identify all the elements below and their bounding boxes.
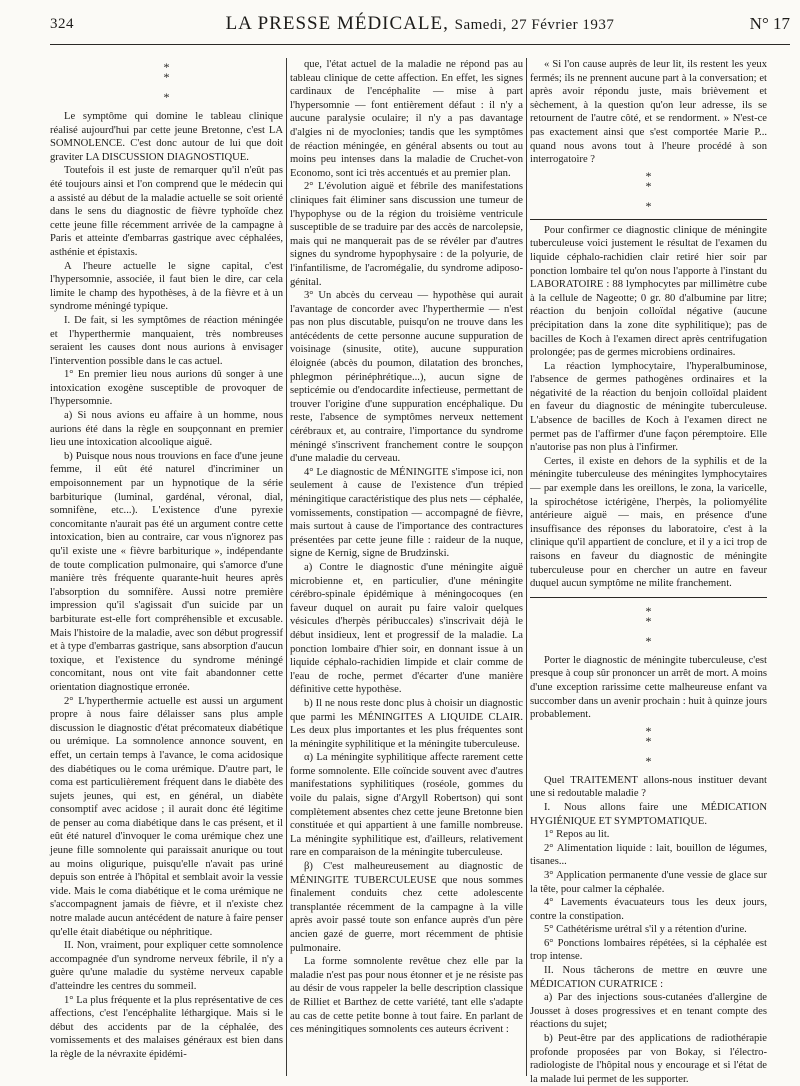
issue-number: N° 17 (749, 14, 790, 33)
column-2-body (290, 58, 523, 1037)
asterism-star: * (645, 198, 652, 213)
article-paragraph: β) C'est malheureusement au diagnostic de MÉNINGITE TUBERCULEUSE que nous sommes finalement conduits chez cette adolescente transplantée récemment de la campagne à la ville après avoir passé toute son enfance auprès d'un père ancien gazé de guerre, mort récemment de phtisie pulmonaire. (290, 861, 523, 954)
asterism-star: * (645, 178, 652, 193)
laboratory-paragraph: La réaction lymphocytaire, l'hyperalbuminose, l'absence de germes pathogènes ordinaires et la négativité de la réaction du benjoin colloïdal plaident en faveur du diagnostic de méningite tuberculeuse. L'absence de bacilles de Koch à l'examen direct ne permet pas de l'affirmer d'une façon péremptoire. Elle n'autorise pas non plus à l'infirmer. (530, 360, 767, 454)
asterism-star: * (163, 70, 170, 84)
article-paragraph: 1° En premier lieu nous aurions dû songer à une intoxication exogène susceptible de provoquer de l'hypersomnie. (50, 369, 283, 408)
column-divider (286, 58, 287, 1076)
article-paragraph: 4° Le diagnostic de MÉNINGITE s'impose ici, non seulement à cause de l'existence d'un trépied méningitique caractéristique des plus nets — céphalée, vomissements, constipation — accompagné de fièvre, mais surtout à cause de l'importance des contractures présentées par cette jeune fille : raideur de la nuque, signe de Kernig, signe de Brudzinski. (290, 466, 523, 560)
treatment-item: I. Nous allons faire une MÉDICATION HYGIÉNIQUE ET SYMPTOMATIQUE. (530, 801, 767, 827)
article-paragraph: b) Puisque nous nous trouvions en face d'une jeune femme, il eût été naturel d'incriminer un empoisonnement par un hypnotique de la série barbiturique (luminal, gardénal, véronal, dial, somnifène, etc...). L'existence d'une pyrexie concomitante n'aurait pas été un argument contre cette intoxication, bien au contraire, car vous n'ignorez pas qu'il existe une « fièvre barbiturique », indépendante de toute complication pulmonaire, qui s'amorce d'une manière très fréquente quarante-huit heures après l'absorption du somnifère. Aussi notre première impression qu'il s'agissait d'un suicide par un barbiturate est-elle fort compréhensible et excusable. Mais l'histoire de la maladie, avec son début progressif et à type d'embarras gastrique, sans absorption d'aucun toxique, et l'existence du syndrome méningé concomitant, nous ont vite fait abandonner cette orientation diagnostique erronée. (50, 450, 283, 693)
section-separator (530, 168, 767, 213)
treatment-item: 6° Ponctions lombaires répétées, si la céphalée est trop intense. (530, 937, 767, 963)
treatment-item: 4° Lavements évacuateurs tous les deux jours, contre la constipation. (530, 897, 767, 922)
issue-date: Samedi, 27 Février 1937 (454, 17, 615, 33)
article-paragraph: 2° L'hyperthermie actuelle est aussi un argument propre à nous faire délaisser sans plus ample discussion le diagnostic d'état précomateux diabétique ou urémique. La somnolence annonce souvent, en effet, un certain temps à l'avance, le coma acidosique des diabétiques ou le coma urémique. D'autre part, le coma est particulièrement fréquent dans le diabète des sujets jeunes, qui est, en général, un diabète consomptif avec acidose ; il aurait donc été légitime de penser au coma diabétique dans le cas présent, et il eût été naturel d'invoquer le coma urémique chez une jeune fille somnolente qui paraissait anurique ou tout au moins oligurique, puisqu'elle n'avait pas uriné depuis son entrée à l'hôpital et semblait avoir la vessie vide. Mais le coma diabétique et le coma urémique ne s'accompagnent jamais de fièvre, et il n'existe chez notre malade aucun antécédent de nature à faire penser qu'elle était diabétique ou néphritique. (50, 695, 283, 938)
article-paragraph: α) La méningite syphilitique affecte rarement cette forme somnolente. Elle coïncide souvent avec d'autres manifestations syphilitiques (roséole, gommes du voile du palais, signe d'Argyll Robertson) qui sont complètement absentes chez cette jeune Bretonne bien constituée et qui appartient à une famille nombreuse. La méningite syphilitique est, d'ailleurs, relativement rare en comparaison de la méningite tuberculeuse. (290, 752, 523, 859)
column-2 (290, 58, 523, 1076)
article-paragraph: Le symptôme qui domine le tableau clinique réalisé aujourd'hui par cette jeune Bretonne, c'est LA SOMNOLENCE. C'est donc autour de lui que doit graviter LA DISCUSSION DIAGNOSTIQUE. (50, 111, 283, 163)
article-paragraph: 2° L'évolution aiguë et fébrile des manifestations cliniques fait éliminer sans discussion une tumeur de l'hypophyse ou de la région du troisième ventricule susceptible de se traduire par des accès de narcolepsie, mais qui ne manquerait pas de se révéler par d'autres signes du syndrome hypophysaire : de la polyurie, de l'infantilisme, de l'acromégalie, du syndrome adiposo-génital. (290, 181, 523, 288)
treatment-item: 2° Alimentation liquide : lait, bouillon de légumes, tisanes... (530, 842, 767, 868)
column-1-body (50, 110, 283, 1062)
treatment-item: b) Peut-être par des applications de radiothérapie profonde proposées par von Bokay, si l'électro-radiologiste de l'hôpital nous y encourage et si l'état de la malade lui permet de les supporter. (530, 1033, 767, 1085)
asterism-star: * (645, 723, 652, 738)
article-paragraph: a) Si nous avions eu affaire à un homme, nous aurions été dans la règle en soupçonnant en premier lieu une intoxication alcoolique aiguë. (50, 410, 283, 449)
asterism-star: * (645, 633, 652, 648)
laboratory-result-box (530, 219, 767, 598)
treatment-item: 3° Application permanente d'une vessie de glace sur la tête, pour calmer la céphalée. (530, 869, 767, 895)
treatment-item: a) Par des injections sous-cutanées d'allergine de Jousset à doses progressives et en tenant compte des réactions du sujet; (530, 992, 767, 1031)
article-paragraph: II. Non, vraiment, pour expliquer cette somnolence accompagnée d'un syndrome nerveux fébrile, il n'y a guère qu'une maladie du système nerveux capable d'atteindre les centres du sommeil. (50, 940, 283, 992)
treatment-item: 5° Cathétérisme urétral s'il y a rétention d'urine. (544, 924, 747, 936)
section-separator (530, 603, 767, 648)
article-paragraph: Toutefois il est juste de remarquer qu'il n'eût pas été toujours ainsi et l'on comprend que le médecin qui a assisté au début de la maladie actuelle se soit orienté dans le sens du diagnostic de fièvre typhoïde chez cette jeune fille récemment arrivée de la campagne à Paris et atteinte d'embarras gastrique avec céphalées, asthénie et épistaxis. (50, 165, 283, 258)
page-number: 324 (50, 15, 74, 32)
treatment-item: II. Nous tâcherons de mettre en œuvre une MÉDICATION CURATRICE : (530, 965, 767, 990)
column-3 (530, 58, 767, 1085)
section-separator (530, 723, 767, 768)
laboratory-paragraph: Certes, il existe en dehors de la syphilis et de la méningite tuberculeuse des méningites lymphocytaires — par exemple dans les oreillons, le zona, la varicelle, la spirochétose ictérigène, l'herpès, la poliomyélite antérieure aiguë — mais, en présence d'une insuffisance des réponses du laboratoire, c'est à la clinique qu'il appartient de conclure, et il y a ici trop de raisons en faveur du diagnostic de méningite tuberculeuse pour en chercher un autre en faveur duquel aucun symptôme ne milite franchement. (530, 455, 767, 590)
journal-masthead (110, 13, 730, 35)
article-paragraph: que, l'état actuel de la maladie ne répond pas au tableau clinique de cette affection. En effet, les signes cardinaux de l'encéphalite — mise à part l'hypersomnie — font entièrement défaut : il n'y a aucune paralysie oculaire; il n'y a pas davantage d'algies ni de myoclonies; tandis que les symptômes de réaction méningée, en général absents ou tout au moins peu intenses dans la maladie de Cruchet-von Economo, sont ici très accentués et au premier plan. (290, 59, 523, 179)
newspaper-page (50, 0, 795, 1085)
page-header (50, 6, 790, 42)
treatment-item: Quel TRAITEMENT allons-nous instituer devant une si redoutable maladie ? (530, 774, 767, 800)
treatment-section (530, 774, 767, 1086)
article-paragraph: La forme somnolente revêtue chez elle par la maladie n'est pas pour nous étonner et je ne résiste pas au désir de vous rappeler la belle description classique de Rilliet et Barthez de cette variété, tant elle s'adapte au cas de cette petite bonne à tout faire. En parlant de ces méningitiques somnolents ces auteurs écrivent : (290, 956, 523, 1036)
laboratory-paragraph: Pour confirmer ce diagnostic clinique de méningite tuberculeuse voici justement le résultat de l'examen du liquide céphalo-rachidien clair retiré hier soir par ponction lombaire tel qu'on nous l'apporte à l'instant du LABORATOIRE : 88 lymphocytes par millimètre cube à la cellule de Nageotte; 0 gr. 80 d'albumine par litre; réaction du benjoin colloïdal négative (aucune précipitation dans la zone dite syphilitique); pas de bacilles de Koch à l'examen direct après centrifugation prolongée; pas de germes microbiens ordinaires. (530, 224, 767, 359)
asterism-star: * (645, 753, 652, 768)
header-rule (50, 44, 790, 45)
column-1 (50, 58, 283, 1076)
treatment-item: 1° Repos au lit. (544, 829, 610, 841)
article-paragraph: b) Il ne nous reste donc plus à choisir un diagnostic que parmi les MÉNINGITES A LIQUIDE CLAIR. Les deux plus importantes et les plus fréquentes sont la méningite syphilitique et la méningite tuberculeuse. (290, 697, 523, 750)
asterism-star: * (645, 733, 652, 748)
article-paragraph: 1° La plus fréquente et la plus représentative de ces affections, c'est l'encéphalite léthargique. Mais si le début des accidents par de la céphalée, des vomissements et des malaises généraux est bien dans la règle de la névraxite épidémi- (50, 994, 283, 1060)
asterism-star: * (645, 603, 652, 618)
journal-title: LA PRESSE MÉDICALE, (225, 13, 449, 34)
article-paragraph: a) Contre le diagnostic d'une méningite aiguë microbienne et, en particulier, d'une méningite cérébro-spinale épidémique à méningocoques (en faveur duquel on aurait pu faire valoir quelques vésicules d'herpès péribuccales) s'inscrivait déjà le début insidieux, lent et progressif de la maladie. La ponction lombaire d'hier soir, en donnant issue à un liquide céphalo-rachidien limpide et clair comme de l'eau de roche, permet d'écarter d'une manière définitive cette hypothèse. (290, 561, 523, 696)
column-3-quote (530, 58, 767, 167)
column-divider (526, 58, 527, 1076)
article-paragraph: A l'heure actuelle le signe capital, c'est l'hypersomnie, associée, il faut bien le dire, car cela limite le champ des hypothèses, à de la fièvre et à un syndrome méningé typique. (50, 260, 283, 313)
quote-paragraph: « Si l'on cause auprès de leur lit, ils restent les yeux fermés; ils ne prennent aucune part à la conversation; et après avoir répondu juste, mais brièvement et sèchement, à la question qu'on leur adresse, ils se retournent de l'autre côté, et se rendorment. » N'est-ce pas exactement ainsi que s'est comportée Marie P... quand nous avons tout à l'heure procédé à son interrogatoire ? (530, 59, 767, 166)
asterism-star: * (163, 90, 170, 104)
asterism-star: * (645, 168, 652, 183)
prognosis-paragraph: Porter le diagnostic de méningite tuberculeuse, c'est presque à coup sûr prononcer un arrêt de mort. A moins d'une exception rarissime cette malheureuse enfant va succomber dans un avenir prochain : huit à quinze jours probablement. (530, 654, 767, 721)
asterism-star: * (163, 60, 170, 74)
asterism-star: * (645, 613, 652, 628)
article-paragraph: 3° Un abcès du cerveau — hypothèse qui aurait l'avantage de concorder avec l'hyperthermie — n'est pas non plus discutable, puisqu'on ne trouve dans les antécédents de cette personne aucune suppuration de voisinage (sinusite, otite), aucune suppuration éloignée (abcès du poumon, dilatation des bronches, phlegmon périnéphrétique...), aucun signe de septicémie ou d'endocardite infectieuse, permettant de trouver l'origine d'une suppuration encéphalique. Du reste, l'absence de symptômes nerveux nettement cérébraux et, au contraire, l'importance du syndrome méningé s'inscrivent franchement contre le soupçon d'une maladie du cerveau. (290, 290, 523, 465)
section-separator (50, 62, 283, 102)
article-paragraph: I. De fait, si les symptômes de réaction méningée et l'hyperthermie manquaient, très nombreuses seraient les causes dont nous aurions à envisager l'intervention possible dans le cas actuel. (50, 314, 283, 367)
